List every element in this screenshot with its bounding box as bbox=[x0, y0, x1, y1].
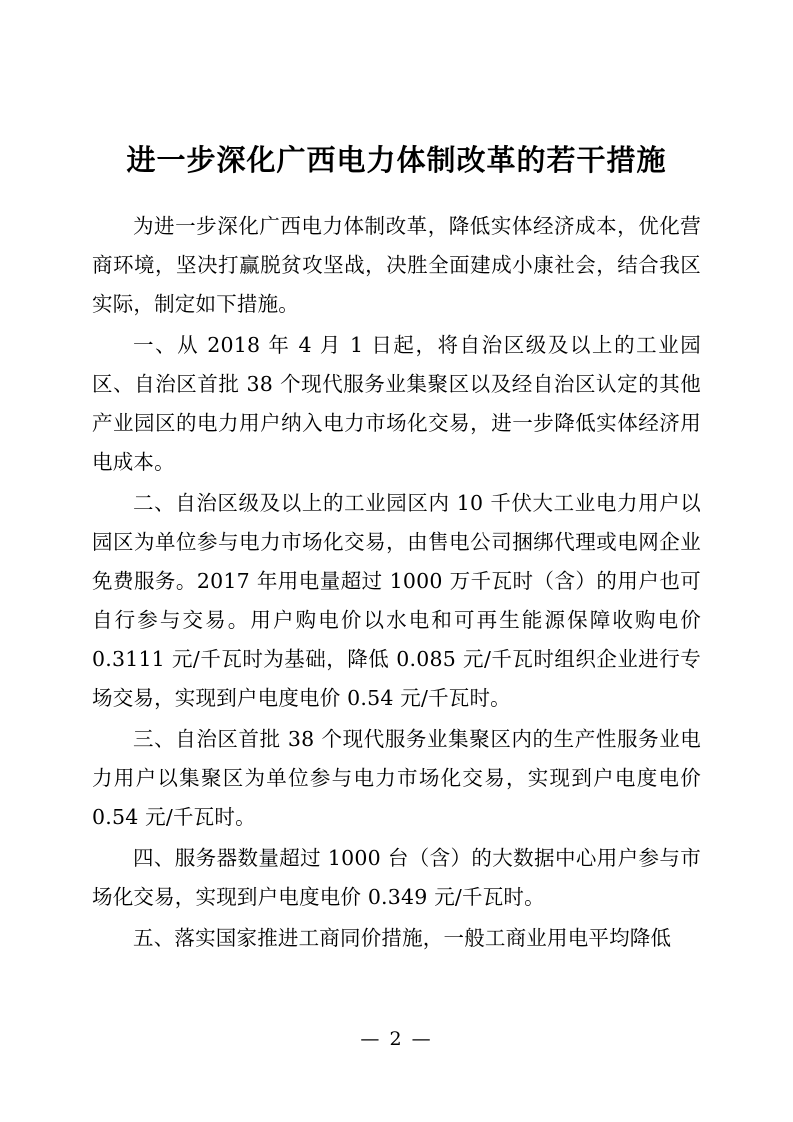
page-number bbox=[0, 1028, 793, 1050]
page-title: 进一步深化广西电力体制改革的若干措施 bbox=[126, 143, 667, 177]
paragraph: 二、自治区级及以上的工业园区内 10 千伏大工业电力用户以园区为单位参与电力市场化交易，由售电公司捆绑代理或电网企业免费服务。2017 年用电量超过 1000 万千瓦时（含）的用户也可自行参与交易。用户购电价以水电和可再生能源保障收购电价 0.3111 元/千瓦时为基础，降低 0.085 元/千瓦时组织企业进行专场交易，实现到户电度电价 0.54 元/千瓦时。 bbox=[92, 490, 701, 710]
paragraph: 四、服务器数量超过 1000 台（含）的大数据中心用户参与市场化交易，实现到户电度电价 0.349 元/千瓦时。 bbox=[92, 845, 701, 909]
page-number-value: — 2 — bbox=[360, 1028, 433, 1050]
paragraph: 为进一步深化广西电力体制改革，降低实体经济成本，优化营商环境，坚决打赢脱贫攻坚战，决胜全面建成小康社会，结合我区实际，制定如下措施。 bbox=[92, 213, 701, 316]
paragraph: 五、落实国家推进工商同价措施，一般工商业用电平均降低 bbox=[133, 925, 672, 950]
paragraph: 一、从 2018 年 4 月 1 日起，将自治区级及以上的工业园区、自治区首批 38 个现代服务业集聚区以及经自治区认定的其他产业园区的电力用户纳入电力市场化交易，进一步降低实体经济用电成本。 bbox=[92, 332, 701, 474]
document-body bbox=[92, 207, 701, 958]
paragraph: 三、自治区首批 38 个现代服务业集聚区内的生产性服务业电力用户以集聚区为单位参与电力市场化交易，实现到户电度电价 0.54 元/千瓦时。 bbox=[92, 726, 701, 829]
